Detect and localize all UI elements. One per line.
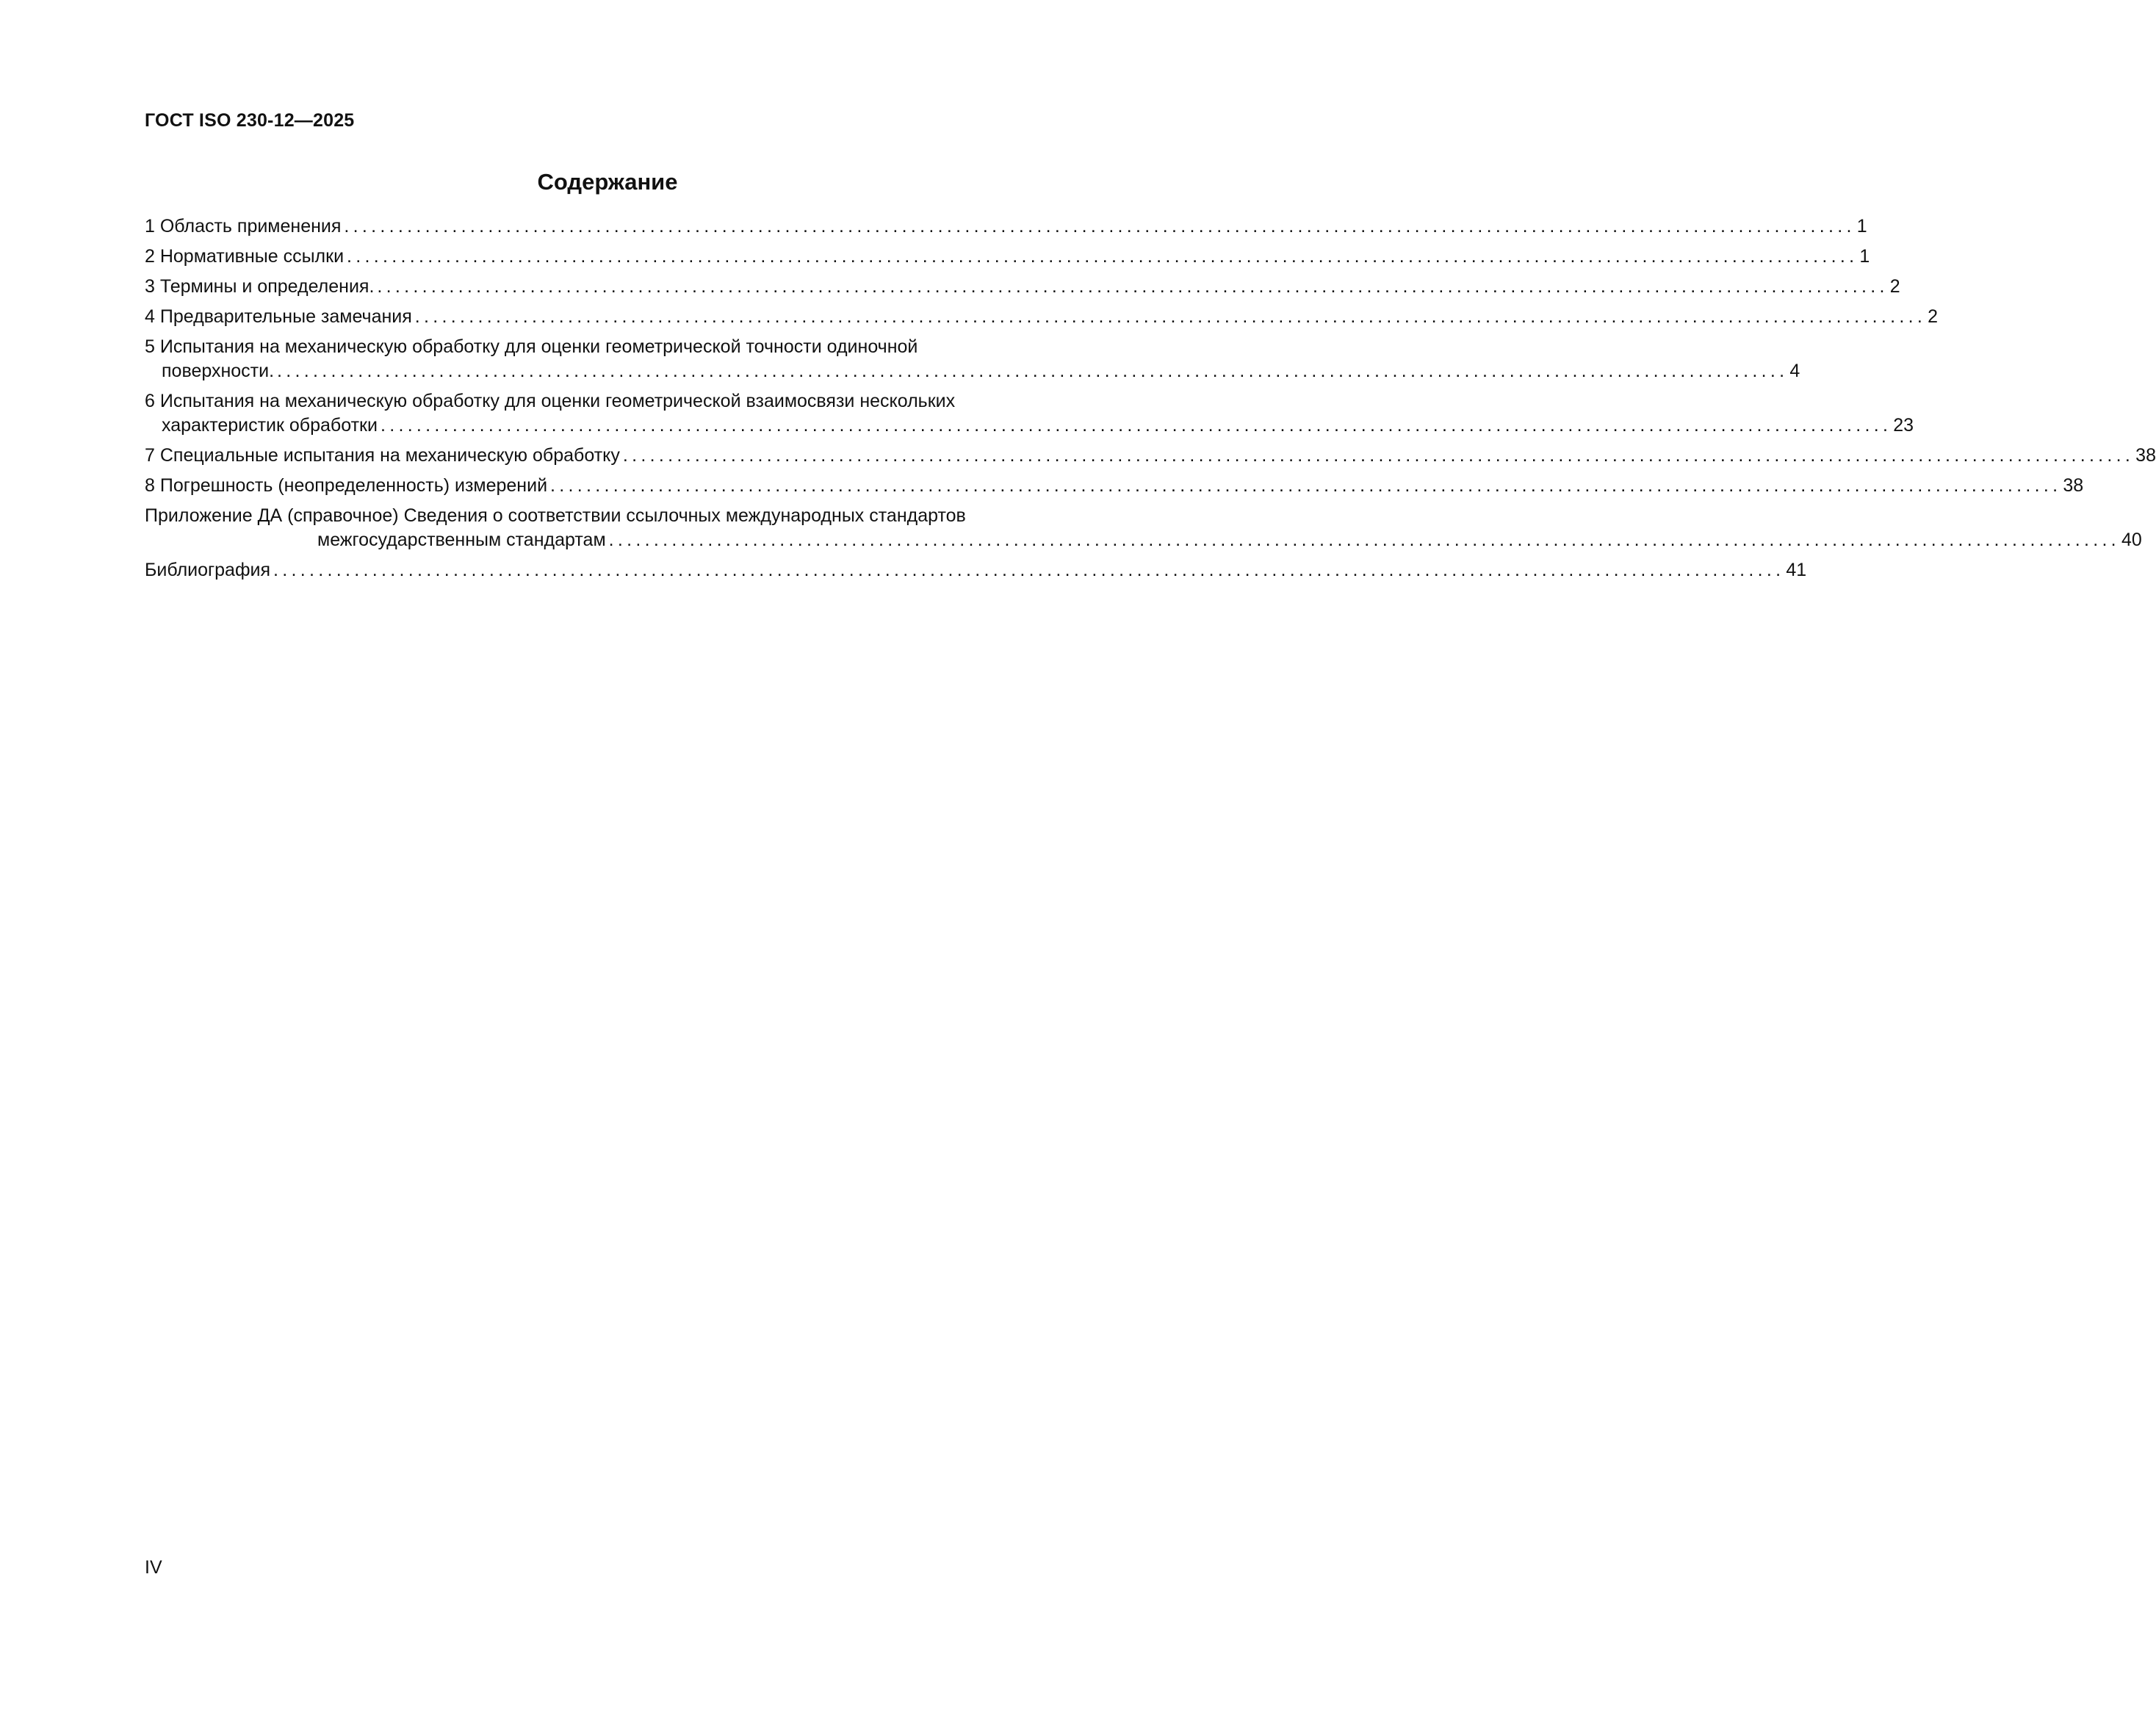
toc-leader-dots: ........................................................................................................................................................................: [344, 216, 1856, 237]
toc-leader-dots: ........................................................................................................................................................................: [377, 276, 1889, 297]
toc-title: Содержание: [537, 169, 678, 195]
toc-entry-bibliography[interactable]: [145, 558, 1807, 582]
page-number: IV: [145, 1557, 162, 1578]
toc-entry-text: 2 Нормативные ссылки: [145, 246, 345, 267]
toc-entry-measurement-uncertainty[interactable]: [145, 474, 2084, 498]
toc-entry-page: 38: [2135, 445, 2156, 466]
toc-entry-annex-da[interactable]: [145, 504, 2142, 552]
toc-entry-special-tests[interactable]: [145, 444, 2156, 468]
toc-entry-single-surface-tests[interactable]: [145, 335, 1800, 383]
standard-code-header: ГОСТ ISO 230-12—2025: [145, 110, 355, 131]
toc-entry-preliminary-remarks[interactable]: [145, 305, 1938, 329]
toc-entry-text: Приложение ДА (справочное) Сведения о соответствии ссылочных международных стандартов: [145, 505, 966, 526]
toc-entry-page: 2: [1889, 276, 1900, 297]
table-of-contents: [145, 214, 2156, 588]
toc-entry-multiple-features-tests[interactable]: [145, 389, 1914, 438]
toc-entry-text-continued: поверхности.: [162, 361, 275, 381]
toc-entry-normative-references[interactable]: [145, 245, 1870, 269]
toc-entry-scope[interactable]: [145, 214, 1867, 239]
toc-entry-page: 38: [2063, 475, 2084, 496]
toc-entry-page: 23: [1893, 415, 1914, 436]
toc-entry-page: 1: [1859, 246, 1870, 267]
toc-entry-text-continued: характеристик обработки: [162, 415, 378, 436]
toc-entry-text: 1 Область применения: [145, 216, 342, 237]
toc-entry-text: 6 Испытания на механическую обработку для оценки геометрической взаимосвязи нескольких: [145, 391, 956, 411]
toc-entry-text-continued: межгосударственным стандартам: [317, 530, 606, 550]
toc-entry-page: 40: [2121, 530, 2142, 550]
toc-entry-page: 4: [1789, 361, 1800, 381]
toc-entry-text: 8 Погрешность (неопределенность) измерений: [145, 475, 548, 496]
toc-entry-text: Библиография: [145, 560, 271, 580]
toc-leader-dots: ........................................................................................................................................................................: [622, 445, 2135, 466]
toc-entry-terms-definitions[interactable]: [145, 275, 1900, 299]
toc-leader-dots: ........................................................................................................................................................................: [380, 415, 1892, 436]
toc-leader-dots: ........................................................................................................................................................................: [414, 306, 1927, 327]
toc-leader-dots: ........................................................................................................................................................................: [273, 560, 1785, 580]
toc-leader-dots: ........................................................................................................................................................................: [608, 530, 2120, 550]
toc-entry-text: 7 Специальные испытания на механическую обработку: [145, 445, 620, 466]
toc-leader-dots: ........................................................................................................................................................................: [347, 246, 1858, 267]
toc-leader-dots: ........................................................................................................................................................................: [277, 361, 1789, 381]
toc-entry-text: 4 Предварительные замечания: [145, 306, 412, 327]
toc-entry-text: 5 Испытания на механическую обработку для оценки геометрической точности одиночной: [145, 336, 918, 357]
toc-entry-page: 1: [1856, 216, 1867, 237]
toc-leader-dots: ........................................................................................................................................................................: [550, 475, 2062, 496]
toc-entry-page: 2: [1928, 306, 1938, 327]
toc-entry-text: 3 Термины и определения.: [145, 276, 375, 297]
toc-entry-page: 41: [1786, 560, 1807, 580]
